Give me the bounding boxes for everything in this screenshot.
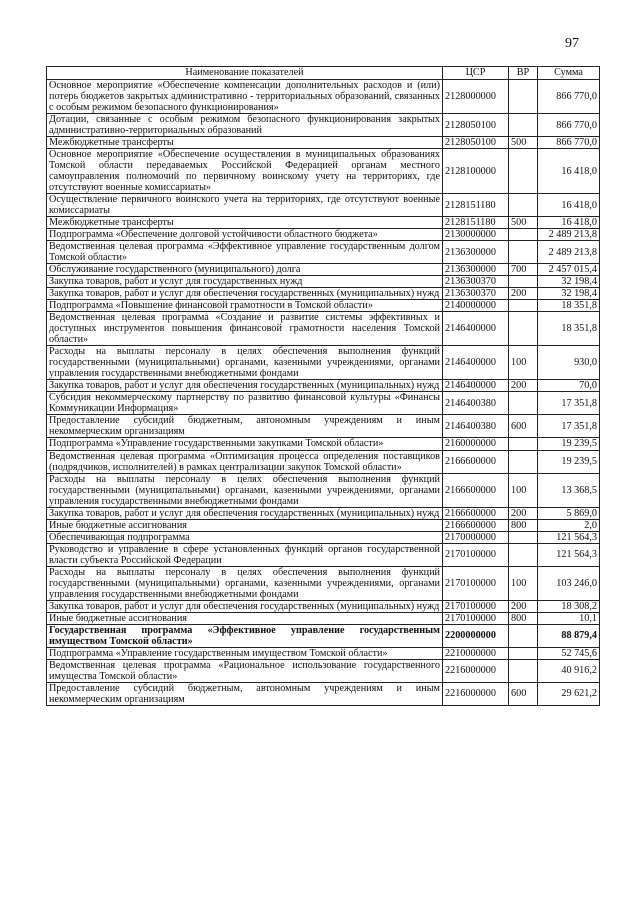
table-header-row	[47, 67, 600, 80]
row-name-cell: Межбюджетные трансферты	[47, 217, 443, 229]
row-sum-cell: 866 770,0	[538, 137, 600, 149]
row-vr-cell	[509, 114, 538, 137]
row-code-cell: 2166600000	[443, 519, 509, 531]
row-sum-cell: 866 770,0	[538, 114, 600, 137]
row-name-cell: Ведомственная целевая программа «Создание и развитие системы эффективных и доступных инструментов повышения финансовой грамотности населения Томской области»	[47, 312, 443, 346]
table-row	[47, 682, 600, 705]
row-code-cell: 2136300370	[443, 288, 509, 300]
column-header-name: Наименование показателей	[47, 67, 443, 80]
row-vr-cell	[509, 659, 538, 682]
row-code-cell: 2128151180	[443, 217, 509, 229]
row-code-cell: 2166600000	[443, 507, 509, 519]
row-vr-cell: 800	[509, 519, 538, 531]
row-vr-cell	[509, 276, 538, 288]
row-code-cell: 2128151180	[443, 194, 509, 217]
row-sum-cell: 52 745,6	[538, 647, 600, 659]
table-row	[47, 415, 600, 438]
row-name-cell: Предоставление субсидий бюджетным, автономным учреждениям и иным некоммерческим организациям	[47, 415, 443, 438]
table-row	[47, 531, 600, 543]
row-vr-cell: 100	[509, 346, 538, 380]
row-code-cell: 2216000000	[443, 682, 509, 705]
row-vr-cell	[509, 647, 538, 659]
row-vr-cell	[509, 624, 538, 647]
row-sum-cell: 930,0	[538, 346, 600, 380]
row-vr-cell	[509, 438, 538, 450]
row-sum-cell: 16 418,0	[538, 217, 600, 229]
row-code-cell: 2146400000	[443, 312, 509, 346]
row-name-cell: Основное мероприятие «Обеспечение осуществления в муниципальных образованиях Томской области передаваемых Российской Федерацией органам местного самоуправления полномочий по первичному воинскому учету на территориях, где отсутствуют военные комиссариаты»	[47, 149, 443, 194]
row-vr-cell	[509, 392, 538, 415]
table-row	[47, 80, 600, 114]
row-code-cell: 2136300370	[443, 276, 509, 288]
table-row	[47, 217, 600, 229]
row-sum-cell: 103 246,0	[538, 566, 600, 600]
row-vr-cell: 500	[509, 217, 538, 229]
row-code-cell: 2170100000	[443, 612, 509, 624]
page-number: 97	[565, 36, 579, 51]
row-name-cell: Расходы на выплаты персоналу в целях обеспечения выполнения функций государственными (муниципальными) органами, казенными учреждениями, органами управления государственными внебюджетными фондами	[47, 473, 443, 507]
row-name-cell: Закупка товаров, работ и услуг для обеспечения государственных (муниципальных) нужд	[47, 380, 443, 392]
row-sum-cell: 17 351,8	[538, 392, 600, 415]
table-row	[47, 566, 600, 600]
row-code-cell: 2200000000	[443, 624, 509, 647]
table-body	[47, 80, 600, 706]
budget-table	[46, 66, 600, 706]
row-sum-cell: 16 418,0	[538, 149, 600, 194]
row-sum-cell: 19 239,5	[538, 450, 600, 473]
row-name-cell: Ведомственная целевая программа «Эффективное управление государственным долгом Томской области»	[47, 241, 443, 264]
row-vr-cell	[509, 241, 538, 264]
row-vr-cell: 200	[509, 380, 538, 392]
row-name-cell: Осуществление первичного воинского учета на территориях, где отсутствуют военные комиссариаты	[47, 194, 443, 217]
row-code-cell: 2128000000	[443, 80, 509, 114]
table-row	[47, 312, 600, 346]
table-row	[47, 300, 600, 312]
row-sum-cell: 32 198,4	[538, 288, 600, 300]
table-row	[47, 507, 600, 519]
table-row	[47, 392, 600, 415]
row-code-cell: 2146400380	[443, 415, 509, 438]
row-code-cell: 2166600000	[443, 450, 509, 473]
table-row	[47, 438, 600, 450]
row-vr-cell	[509, 312, 538, 346]
row-code-cell: 2136300000	[443, 264, 509, 276]
row-name-cell: Иные бюджетные ассигнования	[47, 612, 443, 624]
row-sum-cell: 19 239,5	[538, 438, 600, 450]
row-vr-cell: 700	[509, 264, 538, 276]
row-vr-cell: 200	[509, 507, 538, 519]
row-name-cell: Закупка товаров, работ и услуг для обеспечения государственных (муниципальных) нужд	[47, 600, 443, 612]
row-name-cell: Расходы на выплаты персоналу в целях обеспечения выполнения функций государственными (муниципальными) органами, казенными учреждениями, органами управления государственными внебюджетными фондами	[47, 566, 443, 600]
row-sum-cell: 121 564,3	[538, 531, 600, 543]
row-name-cell: Подпрограмма «Управление государственным имуществом Томской области»	[47, 647, 443, 659]
row-sum-cell: 17 351,8	[538, 415, 600, 438]
row-code-cell: 2146400000	[443, 346, 509, 380]
table-row	[47, 149, 600, 194]
table-row	[47, 288, 600, 300]
table-row	[47, 612, 600, 624]
table-row	[47, 241, 600, 264]
row-sum-cell: 2 457 015,4	[538, 264, 600, 276]
row-name-cell: Субсидия некоммерческому партнерству по развитию финансовой культуры «Финансы Коммуникации Информация»	[47, 392, 443, 415]
row-name-cell: Иные бюджетные ассигнования	[47, 519, 443, 531]
row-sum-cell: 32 198,4	[538, 276, 600, 288]
row-code-cell: 2170000000	[443, 531, 509, 543]
row-vr-cell	[509, 450, 538, 473]
row-sum-cell: 18 351,8	[538, 312, 600, 346]
row-vr-cell	[509, 229, 538, 241]
row-name-cell: Закупка товаров, работ и услуг для государственных нужд	[47, 276, 443, 288]
row-name-cell: Закупка товаров, работ и услуг для обеспечения государственных (муниципальных) нужд	[47, 288, 443, 300]
row-vr-cell: 200	[509, 288, 538, 300]
row-code-cell: 2166600000	[443, 473, 509, 507]
row-name-cell: Закупка товаров, работ и услуг для обеспечения государственных (муниципальных) нужд	[47, 507, 443, 519]
row-code-cell: 2128050100	[443, 114, 509, 137]
row-sum-cell: 2 489 213,8	[538, 241, 600, 264]
table-row	[47, 519, 600, 531]
row-sum-cell: 5 869,0	[538, 507, 600, 519]
row-name-cell: Подпрограмма «Управление государственными закупками Томской области»	[47, 438, 443, 450]
row-vr-cell	[509, 543, 538, 566]
row-vr-cell	[509, 300, 538, 312]
row-code-cell: 2216000000	[443, 659, 509, 682]
row-vr-cell	[509, 80, 538, 114]
column-header-code: ЦСР	[443, 67, 509, 80]
table-row	[47, 194, 600, 217]
row-code-cell: 2130000000	[443, 229, 509, 241]
row-vr-cell	[509, 531, 538, 543]
row-vr-cell: 600	[509, 415, 538, 438]
row-code-cell: 2160000000	[443, 438, 509, 450]
table-row	[47, 137, 600, 149]
table-row	[47, 346, 600, 380]
row-sum-cell: 866 770,0	[538, 80, 600, 114]
row-sum-cell: 16 418,0	[538, 194, 600, 217]
row-code-cell: 2136300000	[443, 241, 509, 264]
row-code-cell: 2146400380	[443, 392, 509, 415]
table-row	[47, 380, 600, 392]
row-sum-cell: 18 308,2	[538, 600, 600, 612]
row-vr-cell: 200	[509, 600, 538, 612]
row-vr-cell	[509, 149, 538, 194]
table-row	[47, 600, 600, 612]
table-row	[47, 659, 600, 682]
row-vr-cell: 600	[509, 682, 538, 705]
row-name-cell: Подпрограмма «Повышение финансовой грамотности в Томской области»	[47, 300, 443, 312]
row-name-cell: Ведомственная целевая программа «Оптимизация процесса определения поставщиков (подрядчиков, исполнителей) в рамках централизации закупок Томской области»	[47, 450, 443, 473]
row-sum-cell: 121 564,3	[538, 543, 600, 566]
table-row	[47, 114, 600, 137]
row-vr-cell: 100	[509, 566, 538, 600]
table-row	[47, 473, 600, 507]
row-name-cell: Подпрограмма «Обеспечение долговой устойчивости областного бюджета»	[47, 229, 443, 241]
row-sum-cell: 10,1	[538, 612, 600, 624]
row-code-cell: 2146400000	[443, 380, 509, 392]
table-row	[47, 647, 600, 659]
row-name-cell: Руководство и управление в сфере установленных функций органов государственной власти субъекта Российской Федерации	[47, 543, 443, 566]
row-sum-cell: 29 621,2	[538, 682, 600, 705]
row-name-cell: Дотации, связанные с особым режимом безопасного функционирования закрытых административно-территориальных образований	[47, 114, 443, 137]
row-name-cell: Основное мероприятие «Обеспечение компенсации дополнительных расходов и (или) потерь бюджетов закрытых административно - территориальных образований, связанных с особым режимом безопасного функционирования»	[47, 80, 443, 114]
row-name-cell: Государственная программа «Эффективное управление государственным имуществом Томской области»	[47, 624, 443, 647]
row-name-cell: Межбюджетные трансферты	[47, 137, 443, 149]
row-code-cell: 2128100000	[443, 149, 509, 194]
row-sum-cell: 13 368,5	[538, 473, 600, 507]
row-vr-cell: 500	[509, 137, 538, 149]
row-code-cell: 2170100000	[443, 600, 509, 612]
table-row	[47, 276, 600, 288]
row-name-cell: Ведомственная целевая программа «Рациональное использование государственного имущества Томской области»	[47, 659, 443, 682]
row-vr-cell: 100	[509, 473, 538, 507]
row-sum-cell: 40 916,2	[538, 659, 600, 682]
table-row	[47, 543, 600, 566]
row-code-cell: 2128050100	[443, 137, 509, 149]
row-vr-cell	[509, 194, 538, 217]
row-code-cell: 2140000000	[443, 300, 509, 312]
table-row	[47, 450, 600, 473]
column-header-sum: Сумма	[538, 67, 600, 80]
row-sum-cell: 2,0	[538, 519, 600, 531]
row-sum-cell: 2 489 213,8	[538, 229, 600, 241]
row-code-cell: 2210000000	[443, 647, 509, 659]
row-vr-cell: 800	[509, 612, 538, 624]
table-row	[47, 624, 600, 647]
row-name-cell: Обслуживание государственного (муниципального) долга	[47, 264, 443, 276]
row-name-cell: Предоставление субсидий бюджетным, автономным учреждениям и иным некоммерческим организациям	[47, 682, 443, 705]
table-row	[47, 264, 600, 276]
table-row	[47, 229, 600, 241]
row-sum-cell: 18 351,8	[538, 300, 600, 312]
row-sum-cell: 70,0	[538, 380, 600, 392]
row-name-cell: Расходы на выплаты персоналу в целях обеспечения выполнения функций государственными (муниципальными) органами, казенными учреждениями, органами управления государственными внебюджетными фондами	[47, 346, 443, 380]
row-sum-cell: 88 879,4	[538, 624, 600, 647]
row-code-cell: 2170100000	[443, 566, 509, 600]
row-code-cell: 2170100000	[443, 543, 509, 566]
row-name-cell: Обеспечивающая подпрограмма	[47, 531, 443, 543]
column-header-vr: ВР	[509, 67, 538, 80]
